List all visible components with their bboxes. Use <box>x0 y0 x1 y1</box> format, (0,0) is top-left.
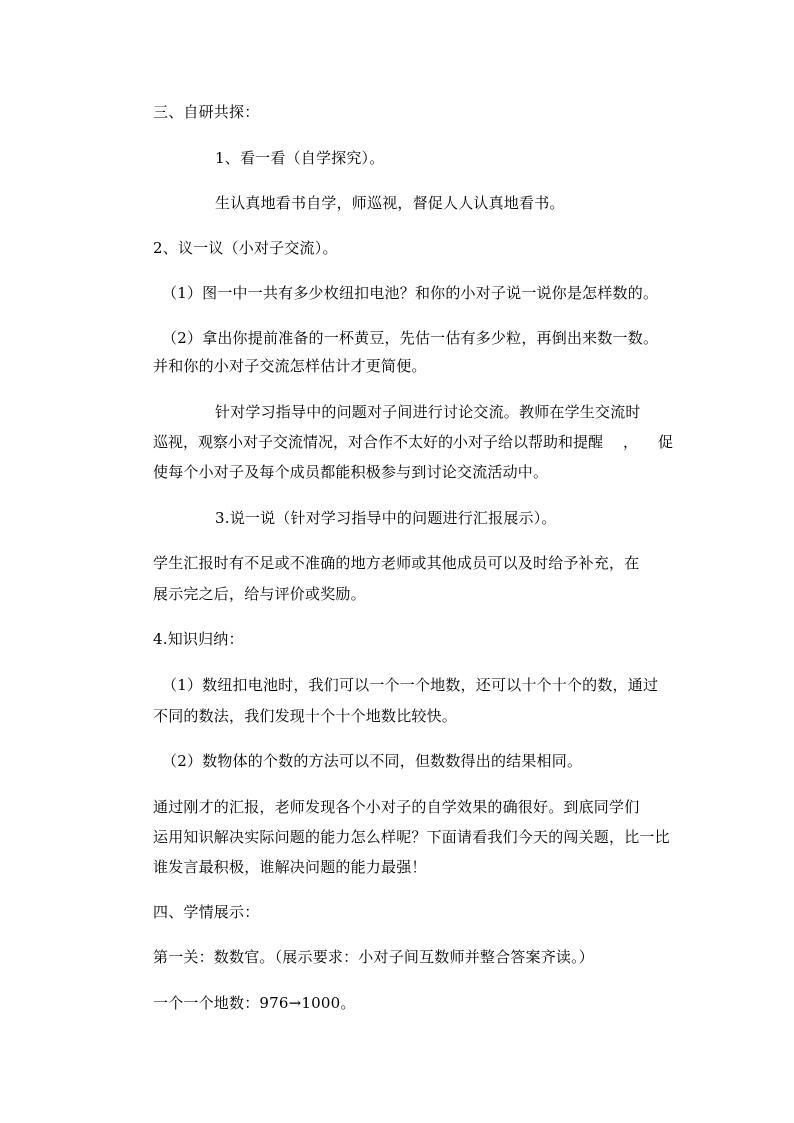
step-discuss: 2、议一议（小对子交流）。 <box>153 239 338 257</box>
paragraph-discussion-line-2 <box>153 432 673 452</box>
paragraph-discussion-line-2-tail: 促 <box>657 433 673 451</box>
level-one-title: 第一关：数数官。（展示要求：小对子间互数师并整合答案齐读。） <box>153 948 595 966</box>
paragraph-discussion-line-3: 使每个小对子及每个成员都能积极参与到讨论交流活动中。 <box>153 463 549 481</box>
discuss-item-2-continued: 并和你的小对子交流怎样估计才更简便。 <box>153 357 427 375</box>
paragraph-self-study: 生认真地看书自学，师巡视，督促人人认真地看书。 <box>215 194 565 212</box>
paragraph-report-line-1: 学生汇报时有不足或不准确的地方老师或其他成员可以及时给予补充，在 <box>153 554 640 572</box>
paragraph-challenge-line-2: 运用知识解决实际问题的能力怎么样呢？下面请看我们今天的闯关题，比一比 <box>153 828 670 846</box>
count-one-by-one: 一个一个地数：976→1000。 <box>153 994 356 1012</box>
summary-item-1-continued: 不同的数法，我们发现十个十个地数比较快。 <box>153 707 458 725</box>
paragraph-discussion-line-1: 针对学习指导中的问题对子间进行讨论交流。教师在学生交流时 <box>215 403 641 421</box>
step-summary: 4.知识归纳： <box>153 630 244 648</box>
summary-item-2: （2）数物体的个数的方法可以不同，但数数得出的结果相同。 <box>162 752 583 770</box>
paragraph-challenge-line-1: 通过刚才的汇报，老师发现各个小对子的自学效果的确很好。到底同学们 <box>153 798 640 816</box>
paragraph-discussion-line-2-text: 巡视，观察小对子交流情况，对合作不太好的小对子给以帮助和提醒 <box>153 433 604 451</box>
discuss-item-1: （1）图一中一共有多少枚纽扣电池？和你的小对子说一说你是怎样数的。 <box>162 284 659 302</box>
summary-item-1: （1）数纽扣电池时，我们可以一个一个地数，还可以十个十个的数，通过 <box>162 676 659 694</box>
paragraph-discussion-line-2-comma: ， <box>622 433 638 451</box>
section-heading-showcase: 四、学情展示： <box>153 903 260 921</box>
section-heading-self-study: 三、自研共探： <box>153 103 260 121</box>
step-say: 3.说一说（针对学习指导中的问题进行汇报展示）。 <box>215 509 557 527</box>
paragraph-challenge-line-3: 谁发言最积极，谁解决问题的能力最强！ <box>153 858 427 876</box>
discuss-item-2: （2）拿出你提前准备的一杯黄豆，先估一估有多少粒，再倒出来数一数。 <box>162 329 659 347</box>
step-look: 1、看一看（自学探究）。 <box>215 149 385 167</box>
paragraph-report-line-2: 展示完之后，给与评价或奖励。 <box>153 585 366 603</box>
